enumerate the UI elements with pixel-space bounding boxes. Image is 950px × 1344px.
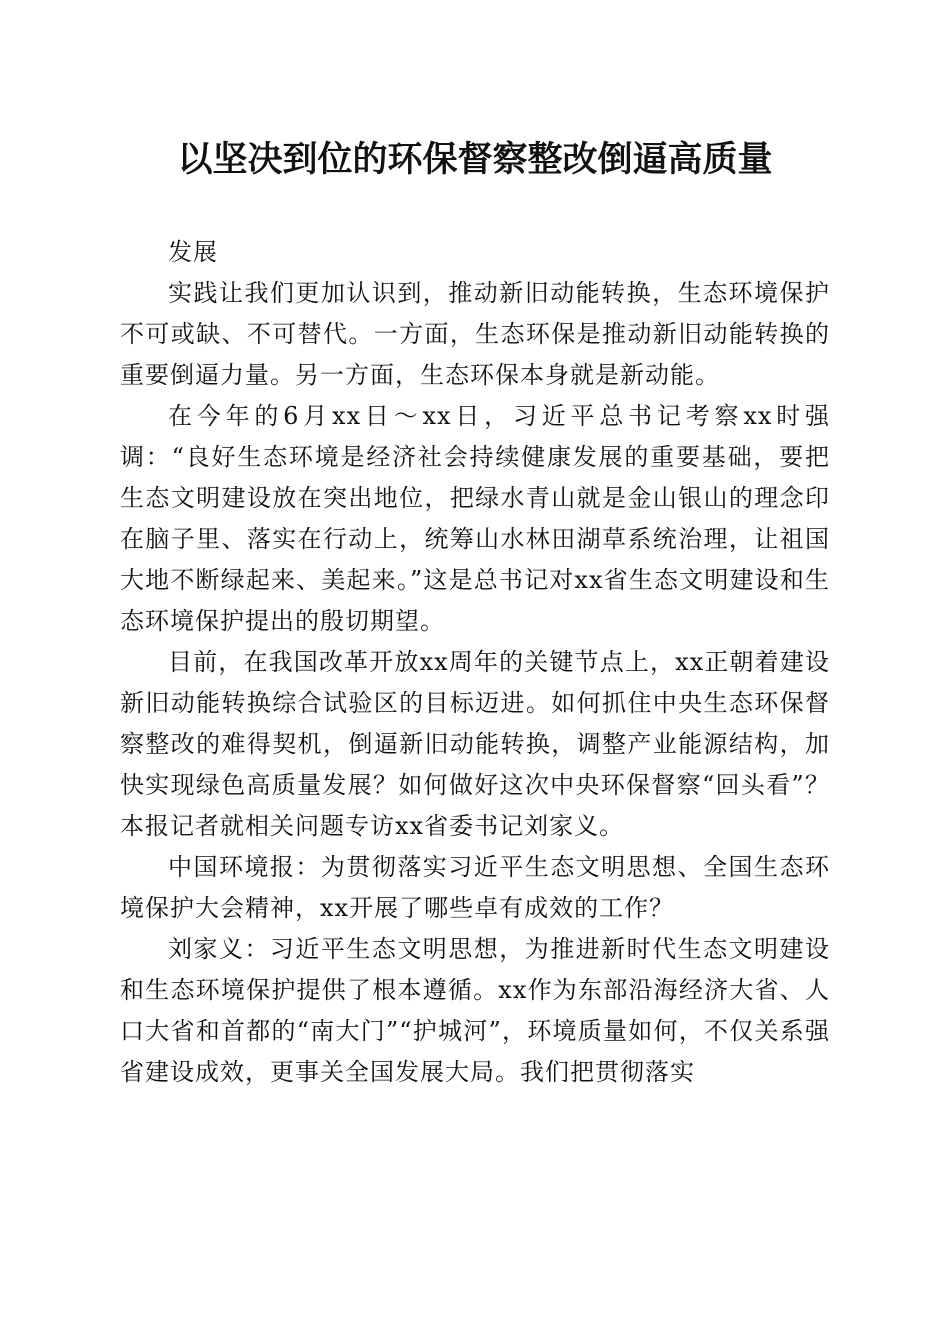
paragraph: 在今年的6月xx日～xx日，习近平总书记考察xx时强调：“良好生态环境是经济社会持续健康发展的重要基础，要把生态文明建设放在突出地位，把绿水青山就是金山银山的理念印在脑子里、落实在行动上，统筹山水林田湖草系统治理，让祖国大地不断绿起来、美起来。”这是总书记对xx省生态文明建设和生态环境保护提出的殷切期望。 [120,402,830,635]
paragraph: 发展 [168,238,218,266]
paragraph: 目前，在我国改革开放xx周年的关键节点上，xx正朝着建设新旧动能转换综合试验区的目标迈进。如何抓住中央生态环保督察整改的难得契机，倒逼新旧动能转换，调整产业能源结构，加快实现绿色高质量发展？如何做好这次中央环保督察“回头看”？本报记者就相关问题专访xx省委书记刘家义。 [120,648,830,840]
paragraph: 刘家义：习近平生态文明思想，为推进新时代生态文明建设和生态环境保护提供了根本遵循。xx作为东部沿海经济大省、人口大省和首都的“南大门”“护城河”，环境质量如何，不仅关系强省建设成效，更事关全国发展大局。我们把贯彻落实 [120,935,830,1086]
paragraph: 中国环境报：为贯彻落实习近平生态文明思想、全国生态环境保护大会精神，xx开展了哪些卓有成效的工作？ [120,853,830,922]
document-body [120,232,830,1093]
paragraph: 实践让我们更加认识到，推动新旧动能转换，生态环境保护不可或缺、不可替代。一方面，生态环保是推动新旧动能转换的重要倒逼力量。另一方面，生态环保本身就是新动能。 [120,279,830,389]
document-title: 以坚决到位的环保督察整改倒逼高质量 [177,139,773,180]
